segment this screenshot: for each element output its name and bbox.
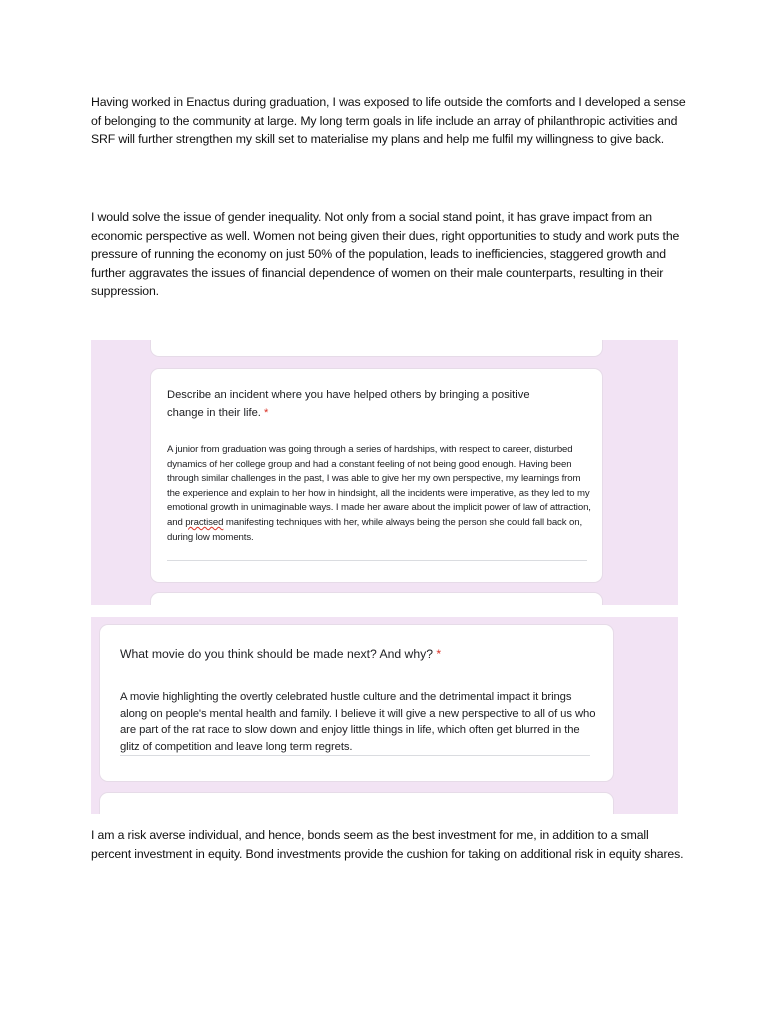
next-question-card: [151, 593, 602, 605]
question-card-movie: [100, 625, 613, 781]
form-screenshot-helping-others: [91, 340, 678, 605]
paragraph-investment: I am a risk averse individual, and hence, bonds seem as the best investment for me, in addition to a small percent investment in equity. Bond investments provide the cushion for taking on additional risk in equity shares.: [91, 828, 684, 861]
answer-text: A junior from graduation was going through a series of hardships, with respect to career, disturbed dynamics of her college group and had a constant feeling of not being good enough. Having been through similar challenges in the past, I was able to give her my own perspective, my learnings from the experience and explain to her how in hindsight, all the incidents were imperative, as they led to my emotional growth in unimaginable ways. I made her aware about the implicit power of law of attraction, and practised manifesting techniques with her, while always being the person she could fall back on, during low moments.: [167, 444, 591, 543]
question-label: What movie do you think should be made next? And why? *: [120, 647, 442, 661]
previous-question-card: [151, 340, 602, 356]
question-label: Describe an incident where you have helped others by bringing a positive change in their life. *: [167, 389, 530, 419]
answer-text: A movie highlighting the overtly celebrated hustle culture and the detrimental impact it brings along on people's mental health and family. I believe it will give a new perspective to all of us who are part of the rat race to slow down and enjoy little things in life, which often get blurred in the glitz of competition and leave long term regrets.: [120, 691, 596, 753]
question-card-helping-others: [151, 369, 602, 582]
paragraph-gender-inequality: I would solve the issue of gender inequality. Not only from a social stand point, it has grave impact from an economic perspective as well. Women not being given their dues, right opportunities to study and work puts the pressure of running the economy on just 50% of the population, leads to inefficiencies, staggered growth and further aggravates the issues of financial dependence of women on their male counterparts, resulting in their suppression.: [91, 210, 680, 299]
required-asterisk: *: [264, 406, 269, 419]
spellcheck-flagged-word: practised: [185, 516, 224, 528]
required-asterisk: *: [436, 647, 442, 661]
next-question-card: [100, 793, 613, 814]
paragraph-enactus: Having worked in Enactus during graduation, I was exposed to life outside the comforts and I developed a sense of belonging to the community at large. My long term goals in life include an array of philanthropic activities and SRF will further strengthen my skill set to materialise my plans and help me fulfil my willingness to give back.: [91, 95, 686, 147]
form-screenshot-movie: [91, 617, 678, 814]
answer-underline: [120, 755, 590, 756]
answer-underline: [167, 560, 587, 561]
